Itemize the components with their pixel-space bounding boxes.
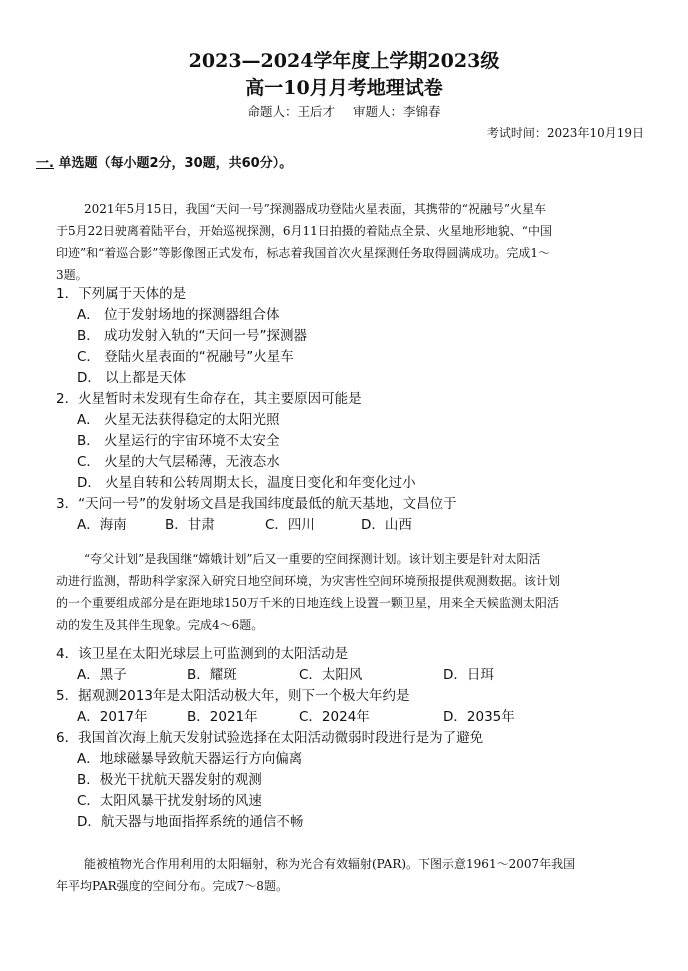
section-heading [36,154,292,174]
question-6-option-c: C．太阳风暴干扰发射场的风速 [77,793,262,809]
question-2-option-c: C． 火星的大气层稀薄，无液态水 [77,454,280,470]
question-5-stem: 5．据观测2013年是太阳活动极大年，则下一个极大年约是 [56,688,410,704]
question-1-option-b: B． 成功发射入轨的“天问一号”探测器 [77,328,308,344]
exam-title-line1: 2023—2024学年度上学期2023级 [188,50,500,72]
passage-1-line: 印迹”和“着巡合影”等影像图正式发布，标志着我国首次火星探测任务取得圆满成功。完成1～ [56,246,551,260]
section-title: 单选题（每小题2分，30题，共60分）。 [58,156,293,171]
question-3-option-a: A．海南 [77,517,127,533]
question-5-option-c: C．2024年 [299,709,370,725]
question-5-option-d: D．2035年 [443,709,515,725]
question-2-option-b: B． 火星运行的宇宙环境不太安全 [77,433,280,449]
question-5-option-a: A．2017年 [77,709,148,725]
passage-3 [56,853,652,897]
question-4-option-c: C．太阳风 [299,667,363,683]
question-5-option-b: B．2021年 [187,709,258,725]
passage-1-line: 3题。 [56,268,88,282]
reviewer: 审题人：李锦春 [353,104,441,119]
question-6-stem: 6．我国首次海上航天发射试验选择在太阳活动微弱时段进行是为了避免 [56,730,484,746]
question-4-option-b: B．耀斑 [187,667,237,683]
question-4-option-a: A．黑子 [77,667,127,683]
question-3-option-b: B．甘肃 [165,517,215,533]
question-1-option-c: C． 登陆火星表面的“祝融号”火星车 [77,349,294,365]
passage-1 [56,198,652,286]
question-6-option-b: B．极光干扰航天器发射的观测 [77,772,262,788]
passage-2-line: “夸父计划”是我国继“嫦娥计划”后又一重要的空间探测计划。该计划主要是针对太阳活 [84,552,541,566]
question-4-option-d: D．日珥 [443,667,494,683]
setter: 命题人：王后才 [247,104,335,119]
section-number: 一. [36,156,54,171]
question-2-option-d: D． 火星自转和公转周期太长，温度日变化和年变化过小 [77,475,416,491]
question-3-option-d: D．山西 [361,517,412,533]
passage-1-line: 于5月22日驶离着陆平台，开始巡视探测，6月11日拍摄的着陆点全景、火星地形地貌、“中国 [56,224,552,238]
question-3-options [77,515,412,536]
exam-title-line2: 高一10月月考地理试卷 [245,77,443,99]
passage-2-line: 的一个重要组成部分是在距地球150万千米的日地连线上设置一颗卫星，用来全天候监测太阳活 [56,596,559,610]
exam-time: 考试时间：2023年10月19日 [486,126,644,140]
question-6-option-a: A．地球磁暴导致航天器运行方向偏离 [77,751,303,767]
passage-3-line: 能被植物光合作用利用的太阳辐射，称为光合有效辐射(PAR)。下图示意1961～2007年我国 [84,857,576,871]
question-2-option-a: A． 火星无法获得稳定的太阳光照 [77,412,280,428]
question-1-option-a: A． 位于发射场地的探测器组合体 [77,307,280,323]
question-3-stem: 3．“天问一号”的发射场文昌是我国纬度最低的航天基地，文昌位于 [56,496,457,512]
question-2-stem: 2．火星暂时未发现有生命存在，其主要原因可能是 [56,391,362,407]
passage-1-line: 2021年5月15日，我国“天问一号”探测器成功登陆火星表面，其携带的“祝融号”火星车 [84,202,546,216]
passage-3-line: 年平均PAR强度的空间分布。完成7～8题。 [56,879,288,893]
question-1-stem: 1．下列属于天体的是 [56,286,187,302]
question-1-option-d: D． 以上都是天体 [77,370,187,386]
passage-2 [56,548,652,636]
authors-line [0,103,688,121]
question-6-option-d: D．航天器与地面指挥系统的通信不畅 [77,814,304,830]
question-5-options [77,707,515,728]
question-4-stem: 4．该卫星在太阳光球层上可监测到的太阳活动是 [56,646,349,662]
question-4-options [77,665,494,686]
passage-2-line: 动进行监测，帮助科学家深入研究日地空间环境，为灾害性空间环境预报提供观测数据。该计划 [56,574,561,588]
passage-2-line: 动的发生及其伴生现象。完成4～6题。 [56,618,264,632]
question-3-option-c: C．四川 [265,517,315,533]
